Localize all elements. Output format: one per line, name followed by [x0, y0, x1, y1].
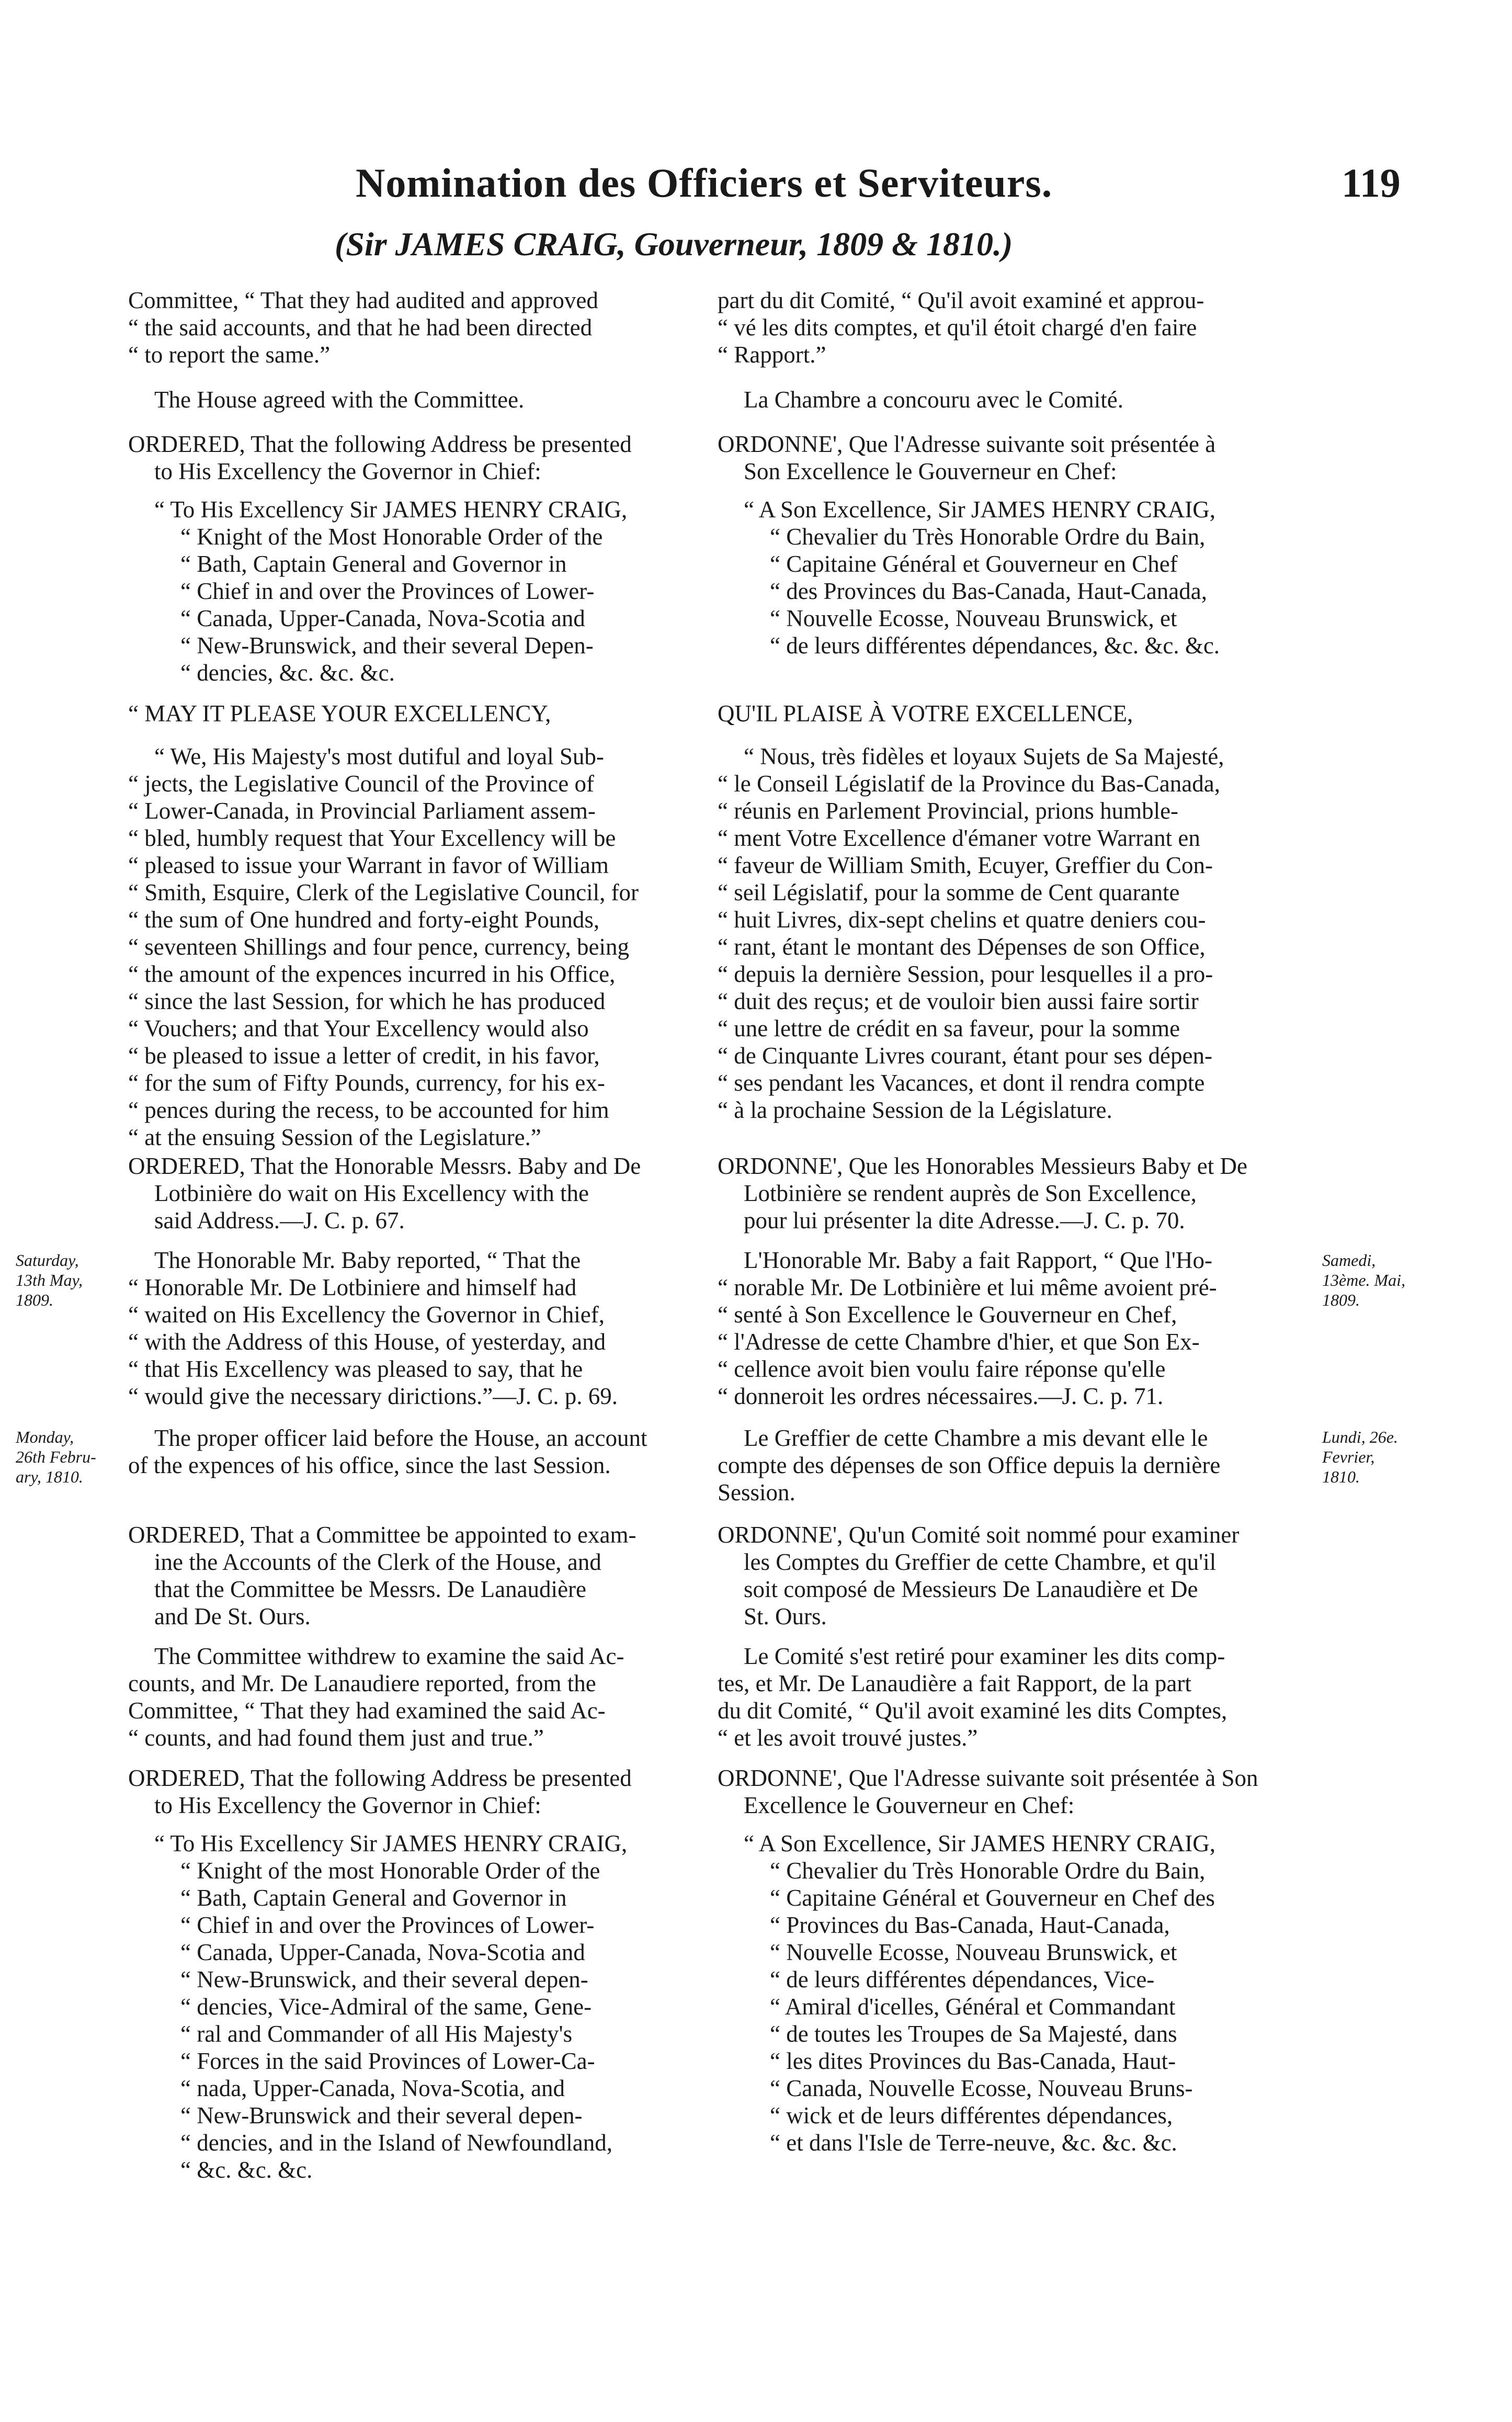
text-line: that the Committee be Messrs. De Lanaudière [154, 1576, 586, 1602]
text-line: ORDONNE', Que l'Adresse suivante soit présentée à Son [718, 1765, 1258, 1791]
text-line: “ l'Adresse de cette Chambre d'hier, et que Son Ex- [718, 1329, 1200, 1355]
text-line: “ dencies, and in the Island of Newfoundland, [180, 2130, 612, 2156]
text-line: “ MAY IT PLEASE YOUR EXCELLENCY, [128, 700, 551, 727]
text-line: ORDERED, That the following Address be presented [128, 431, 632, 457]
text-line: “ Chevalier du Très Honorable Ordre du Bain, [770, 1858, 1206, 1884]
text-line: of the expences of his office, since the last Session. [128, 1452, 611, 1478]
text-line: ary, 1810. [16, 1467, 83, 1486]
para-committee-withdrew [128, 1643, 711, 1751]
para-salutation-fr [718, 700, 1301, 727]
text-line: “ counts, and had found them just and true.” [128, 1725, 544, 1751]
text-line: said Address.—J. C. p. 67. [154, 1207, 405, 1233]
text-line: “ the amount of the expences incurred in his Office, [128, 961, 616, 987]
text-line: Lotbinière se rendent auprès de Son Excellence, [744, 1180, 1197, 1206]
text-line: “ norable Mr. De Lotbinière et lui même avoient pré- [718, 1274, 1217, 1300]
para-ordonne-adresse [718, 431, 1301, 485]
text-line: “ duit des reçus; et de vouloir bien aussi faire sortir [718, 988, 1199, 1014]
text-line: “ Provinces du Bas-Canada, Haut-Canada, [770, 1912, 1170, 1938]
text-line: “ Lower-Canada, in Provincial Parliament assem- [128, 798, 596, 824]
text-line: “ nada, Upper-Canada, Nova-Scotia, and [180, 2075, 565, 2101]
text-line: pour lui présenter la dite Adresse.—J. C. p. 70. [744, 1207, 1185, 1233]
text-line: “ cellence avoit bien voulu faire réponse qu'elle [718, 1356, 1166, 1382]
text-line: “ Rapport.” [718, 342, 826, 368]
text-line: “ bled, humbly request that Your Excellency will be [128, 825, 616, 851]
text-line: 26th Febru- [16, 1447, 96, 1466]
text-line: Le Greffier de cette Chambre a mis devant elle le [744, 1425, 1208, 1451]
text-line: les Comptes du Greffier de cette Chambre, et qu'il [744, 1549, 1217, 1575]
text-line: “ A Son Excellence, Sir JAMES HENRY CRAIG, [744, 1830, 1216, 1857]
para-ordonne-messieurs [718, 1152, 1301, 1234]
text-line: “ Knight of the most Honorable Order of the [180, 1858, 600, 1884]
text-line: “ Knight of the Most Honorable Order of the [180, 524, 603, 550]
para-baby-reported [128, 1247, 711, 1410]
text-line: 1809. [16, 1291, 53, 1309]
text-line: compte des dépenses de son Office depuis la dernière [718, 1452, 1221, 1478]
text-line: counts, and Mr. De Lanaudiere reported, from the [128, 1670, 596, 1696]
text-line: ine the Accounts of the Clerk of the House, and [154, 1549, 601, 1575]
text-line: “ les dites Provinces du Bas-Canada, Haut- [770, 2048, 1176, 2074]
text-line: “ ment Votre Excellence d'émaner votre Warrant en [718, 825, 1200, 851]
text-line: L'Honorable Mr. Baby a fait Rapport, “ Que l'Ho- [744, 1247, 1212, 1273]
text-line: “ that His Excellency was pleased to say, that he [128, 1356, 583, 1382]
text-line: “ rant, étant le montant des Dépenses de son Office, [718, 934, 1206, 960]
text-line: “ dencies, &c. &c. &c. [180, 660, 395, 686]
text-line: Samedi, [1322, 1251, 1376, 1270]
text-line: ORDONNE', Que les Honorables Messieurs Baby et De [718, 1153, 1247, 1179]
text-line: “ Bath, Captain General and Governor in [180, 1885, 567, 1911]
text-line: “ since the last Session, for which he has produced [128, 988, 606, 1014]
text-line: ORDONNE', Que l'Adresse suivante soit présentée à [718, 431, 1216, 457]
text-line: QU'IL PLAISE À VOTRE EXCELLENCE, [718, 700, 1133, 727]
text-line: “ Nouvelle Ecosse, Nouveau Brunswick, et [770, 605, 1177, 631]
text-line: “ donneroit les ordres nécessaires.—J. C. p. 71. [718, 1383, 1164, 1409]
margin-note-date [1322, 1427, 1398, 1487]
text-line: “ To His Excellency Sir JAMES HENRY CRAIG, [154, 496, 628, 523]
para-baby-rapport [718, 1247, 1301, 1410]
text-line: Saturday, [16, 1251, 79, 1270]
text-line: “ Honorable Mr. De Lotbiniere and himself had [128, 1274, 577, 1300]
text-line: “ To His Excellency Sir JAMES HENRY CRAIG, [154, 1830, 628, 1857]
text-line: “ wick et de leurs différentes dépendances, [770, 2102, 1173, 2129]
text-line: ORDONNE', Qu'un Comité soit nommé pour examiner [718, 1522, 1240, 1548]
para-ordered-wait [128, 1152, 711, 1234]
text-line: “ Canada, Upper-Canada, Nova-Scotia and [180, 605, 585, 631]
text-line: Son Excellence le Gouverneur en Chef: [744, 458, 1117, 484]
text-line: “ réunis en Parlement Provincial, prions humble- [718, 798, 1179, 824]
text-line: Le Comité s'est retiré pour examiner les dits comp- [744, 1643, 1225, 1669]
text-line: “ Capitaine Général et Gouverneur en Chef [770, 551, 1178, 577]
para-ordered-address-2 [128, 1764, 711, 1819]
text-line: “ Smith, Esquire, Clerk of the Legislative Council, for [128, 879, 639, 906]
text-line: “ Forces in the said Provinces of Lower-Ca- [180, 2048, 595, 2074]
text-line: Fevrier, [1322, 1447, 1375, 1466]
text-line: “ Amiral d'icelles, Général et Commandant [770, 1994, 1176, 2020]
text-line: “ Canada, Nouvelle Ecosse, Nouveau Bruns- [770, 2075, 1193, 2101]
text-line: “ vé les dits comptes, et qu'il étoit chargé d'en faire [718, 314, 1197, 341]
text-line: The proper officer laid before the House, an account [154, 1425, 647, 1451]
text-line: Lotbinière do wait on His Excellency with the [154, 1180, 589, 1206]
text-line: The Committee withdrew to examine the said Ac- [154, 1643, 624, 1669]
text-line: soit composé de Messieurs De Lanaudière et De [744, 1576, 1198, 1602]
text-line: “ seil Législatif, pour la somme de Cent quarante [718, 879, 1180, 906]
text-line: 1810. [1322, 1467, 1360, 1486]
para-ordonne-adresse-2 [718, 1764, 1301, 1819]
para-adresse-entete-2 [718, 1830, 1327, 2156]
text-line: “ for the sum of Fifty Pounds, currency, for his ex- [128, 1070, 605, 1096]
text-line: “ Chief in and over the Provinces of Lower- [180, 1912, 595, 1938]
page-subtitle: (Sir JAMES CRAIG, Gouverneur, 1809 & 1810.) [335, 225, 1013, 263]
text-line: 13th May, [16, 1271, 83, 1289]
text-line: “ de leurs différentes dépendances, Vice- [770, 1966, 1155, 1993]
text-line: ORDERED, That the following Address be presented [128, 1765, 632, 1791]
text-line: “ depuis la dernière Session, pour lesquelles il a pro- [718, 961, 1213, 987]
para-petition [128, 743, 711, 1151]
text-line: 1809. [1322, 1291, 1360, 1309]
text-line: “ Canada, Upper-Canada, Nova-Scotia and [180, 1939, 585, 1965]
text-line: “ huit Livres, dix-sept chelins et quatre deniers cou- [718, 907, 1206, 933]
text-line: “ Nouvelle Ecosse, Nouveau Brunswick, et [770, 1939, 1177, 1965]
para-address-heading-2 [128, 1830, 737, 2183]
text-line: Lundi, 26e. [1322, 1428, 1398, 1446]
text-line: “ senté à Son Excellence le Gouverneur en Chef, [718, 1301, 1177, 1328]
para-committee-report [128, 287, 711, 368]
text-line: du dit Comité, “ Qu'il avoit examiné les dits Comptes, [718, 1697, 1227, 1724]
text-line: “ Chief in and over the Provinces of Lower- [180, 578, 595, 604]
para-chambre-concouru [718, 386, 1327, 413]
text-line: “ Nous, très fidèles et loyaux Sujets de Sa Majesté, [744, 743, 1224, 769]
text-line: St. Ours. [744, 1603, 827, 1629]
text-line: “ Chevalier du Très Honorable Ordre du Bain, [770, 524, 1206, 550]
para-ordered-committee [128, 1521, 711, 1630]
para-ordonne-comite [718, 1521, 1301, 1630]
margin-note-date [16, 1250, 89, 1310]
text-line: part du dit Comité, “ Qu'il avoit examiné et approu- [718, 287, 1204, 313]
margin-note-date [1322, 1250, 1406, 1310]
text-line: and De St. Ours. [154, 1603, 311, 1629]
text-line: “ New-Brunswick, and their several Depen- [180, 632, 594, 659]
para-greffier [718, 1424, 1301, 1506]
text-line: “ Bath, Captain General and Governor in [180, 551, 567, 577]
page-title: Nomination des Officiers et Serviteurs. [356, 160, 1053, 206]
text-line: to His Excellency the Governor in Chief: [154, 458, 541, 484]
text-line: to His Excellency the Governor in Chief: [154, 1792, 541, 1818]
text-line: tes, et Mr. De Lanaudière a fait Rapport, de la part [718, 1670, 1191, 1696]
text-line: “ à la prochaine Session de la Législature. [718, 1097, 1112, 1123]
text-line: “ et les avoit trouvé justes.” [718, 1725, 978, 1751]
margin-note-date [16, 1427, 96, 1487]
text-line: “ Capitaine Général et Gouverneur en Chef des [770, 1885, 1215, 1911]
text-line: Committee, “ That they had examined the said Ac- [128, 1697, 606, 1724]
text-line: Excellence le Gouverneur en Chef: [744, 1792, 1075, 1818]
text-line: “ pences during the recess, to be accounted for him [128, 1097, 609, 1123]
text-line: “ de toutes les Troupes de Sa Majesté, dans [770, 2021, 1177, 2047]
text-line: ORDERED, That the Honorable Messrs. Baby and De [128, 1153, 641, 1179]
para-proper-officer [128, 1424, 711, 1479]
text-line: “ New-Brunswick, and their several depen- [180, 1966, 588, 1993]
text-line: “ the sum of One hundred and forty-eight Pounds, [128, 907, 600, 933]
text-line: “ New-Brunswick and their several depen- [180, 2102, 583, 2129]
text-line: The Honorable Mr. Baby reported, “ That the [154, 1247, 581, 1273]
para-salutation [128, 700, 711, 727]
text-line: “ at the ensuing Session of the Legislature.” [128, 1124, 541, 1150]
text-line: “ de leurs différentes dépendances, &c. &c. &c. [770, 632, 1220, 659]
text-line: “ waited on His Excellency the Governor in Chief, [128, 1301, 605, 1328]
text-line: Monday, [16, 1428, 74, 1446]
text-line: “ une lettre de crédit en sa faveur, pour la somme [718, 1015, 1180, 1042]
text-line: “ ses pendant les Vacances, et dont il rendra compte [718, 1070, 1205, 1096]
text-line: “ to report the same.” [128, 342, 331, 368]
text-line: “ jects, the Legislative Council of the Province of [128, 771, 594, 797]
text-line: “ pleased to issue your Warrant in favor of William [128, 852, 609, 878]
para-adresse-entete [718, 496, 1327, 659]
text-line: “ We, His Majesty's most dutiful and loyal Sub- [154, 743, 604, 769]
text-line: “ would give the necessary dirictions.”—J. C. p. 69. [128, 1383, 618, 1409]
text-line: “ Vouchers; and that Your Excellency would also [128, 1015, 589, 1042]
para-ordered-address [128, 431, 711, 485]
text-line: “ des Provinces du Bas-Canada, Haut-Canada, [770, 578, 1207, 604]
text-line: “ le Conseil Législatif de la Province du Bas-Canada, [718, 771, 1220, 797]
para-address-heading [128, 496, 737, 686]
text-line: Session. [718, 1479, 795, 1506]
text-line: “ de Cinquante Livres courant, étant pour ses dépen- [718, 1043, 1212, 1069]
text-line: “ dencies, Vice-Admiral of the same, Gene- [180, 1994, 592, 2020]
para-comite-retire [718, 1643, 1301, 1751]
text-line: “ with the Address of this House, of yesterday, and [128, 1329, 606, 1355]
text-line: “ ral and Commander of all His Majesty's [180, 2021, 573, 2047]
text-line: ORDERED, That a Committee be appointed to exam- [128, 1522, 636, 1548]
text-line: “ et dans l'Isle de Terre-neuve, &c. &c. &c. [770, 2130, 1177, 2156]
text-line: “ seventeen Shillings and four pence, currency, being [128, 934, 629, 960]
para-house-agreed [128, 386, 737, 413]
page-number: 119 [1342, 160, 1401, 206]
text-line: 13ème. Mai, [1322, 1271, 1406, 1289]
para-rapport-comite [718, 287, 1301, 368]
text-line: “ faveur de William Smith, Ecuyer, Greffier du Con- [718, 852, 1213, 878]
text-line: “ A Son Excellence, Sir JAMES HENRY CRAIG, [744, 496, 1216, 523]
text-line: The House agreed with the Committee. [154, 387, 525, 413]
text-line: “ &c. &c. &c. [180, 2157, 313, 2183]
text-line: Committee, “ That they had audited and approved [128, 287, 598, 313]
text-line: “ the said accounts, and that he had been directed [128, 314, 593, 341]
text-line: “ be pleased to issue a letter of credit, in his favor, [128, 1043, 600, 1069]
para-petition-fr [718, 743, 1301, 1124]
text-line: La Chambre a concouru avec le Comité. [744, 387, 1123, 413]
